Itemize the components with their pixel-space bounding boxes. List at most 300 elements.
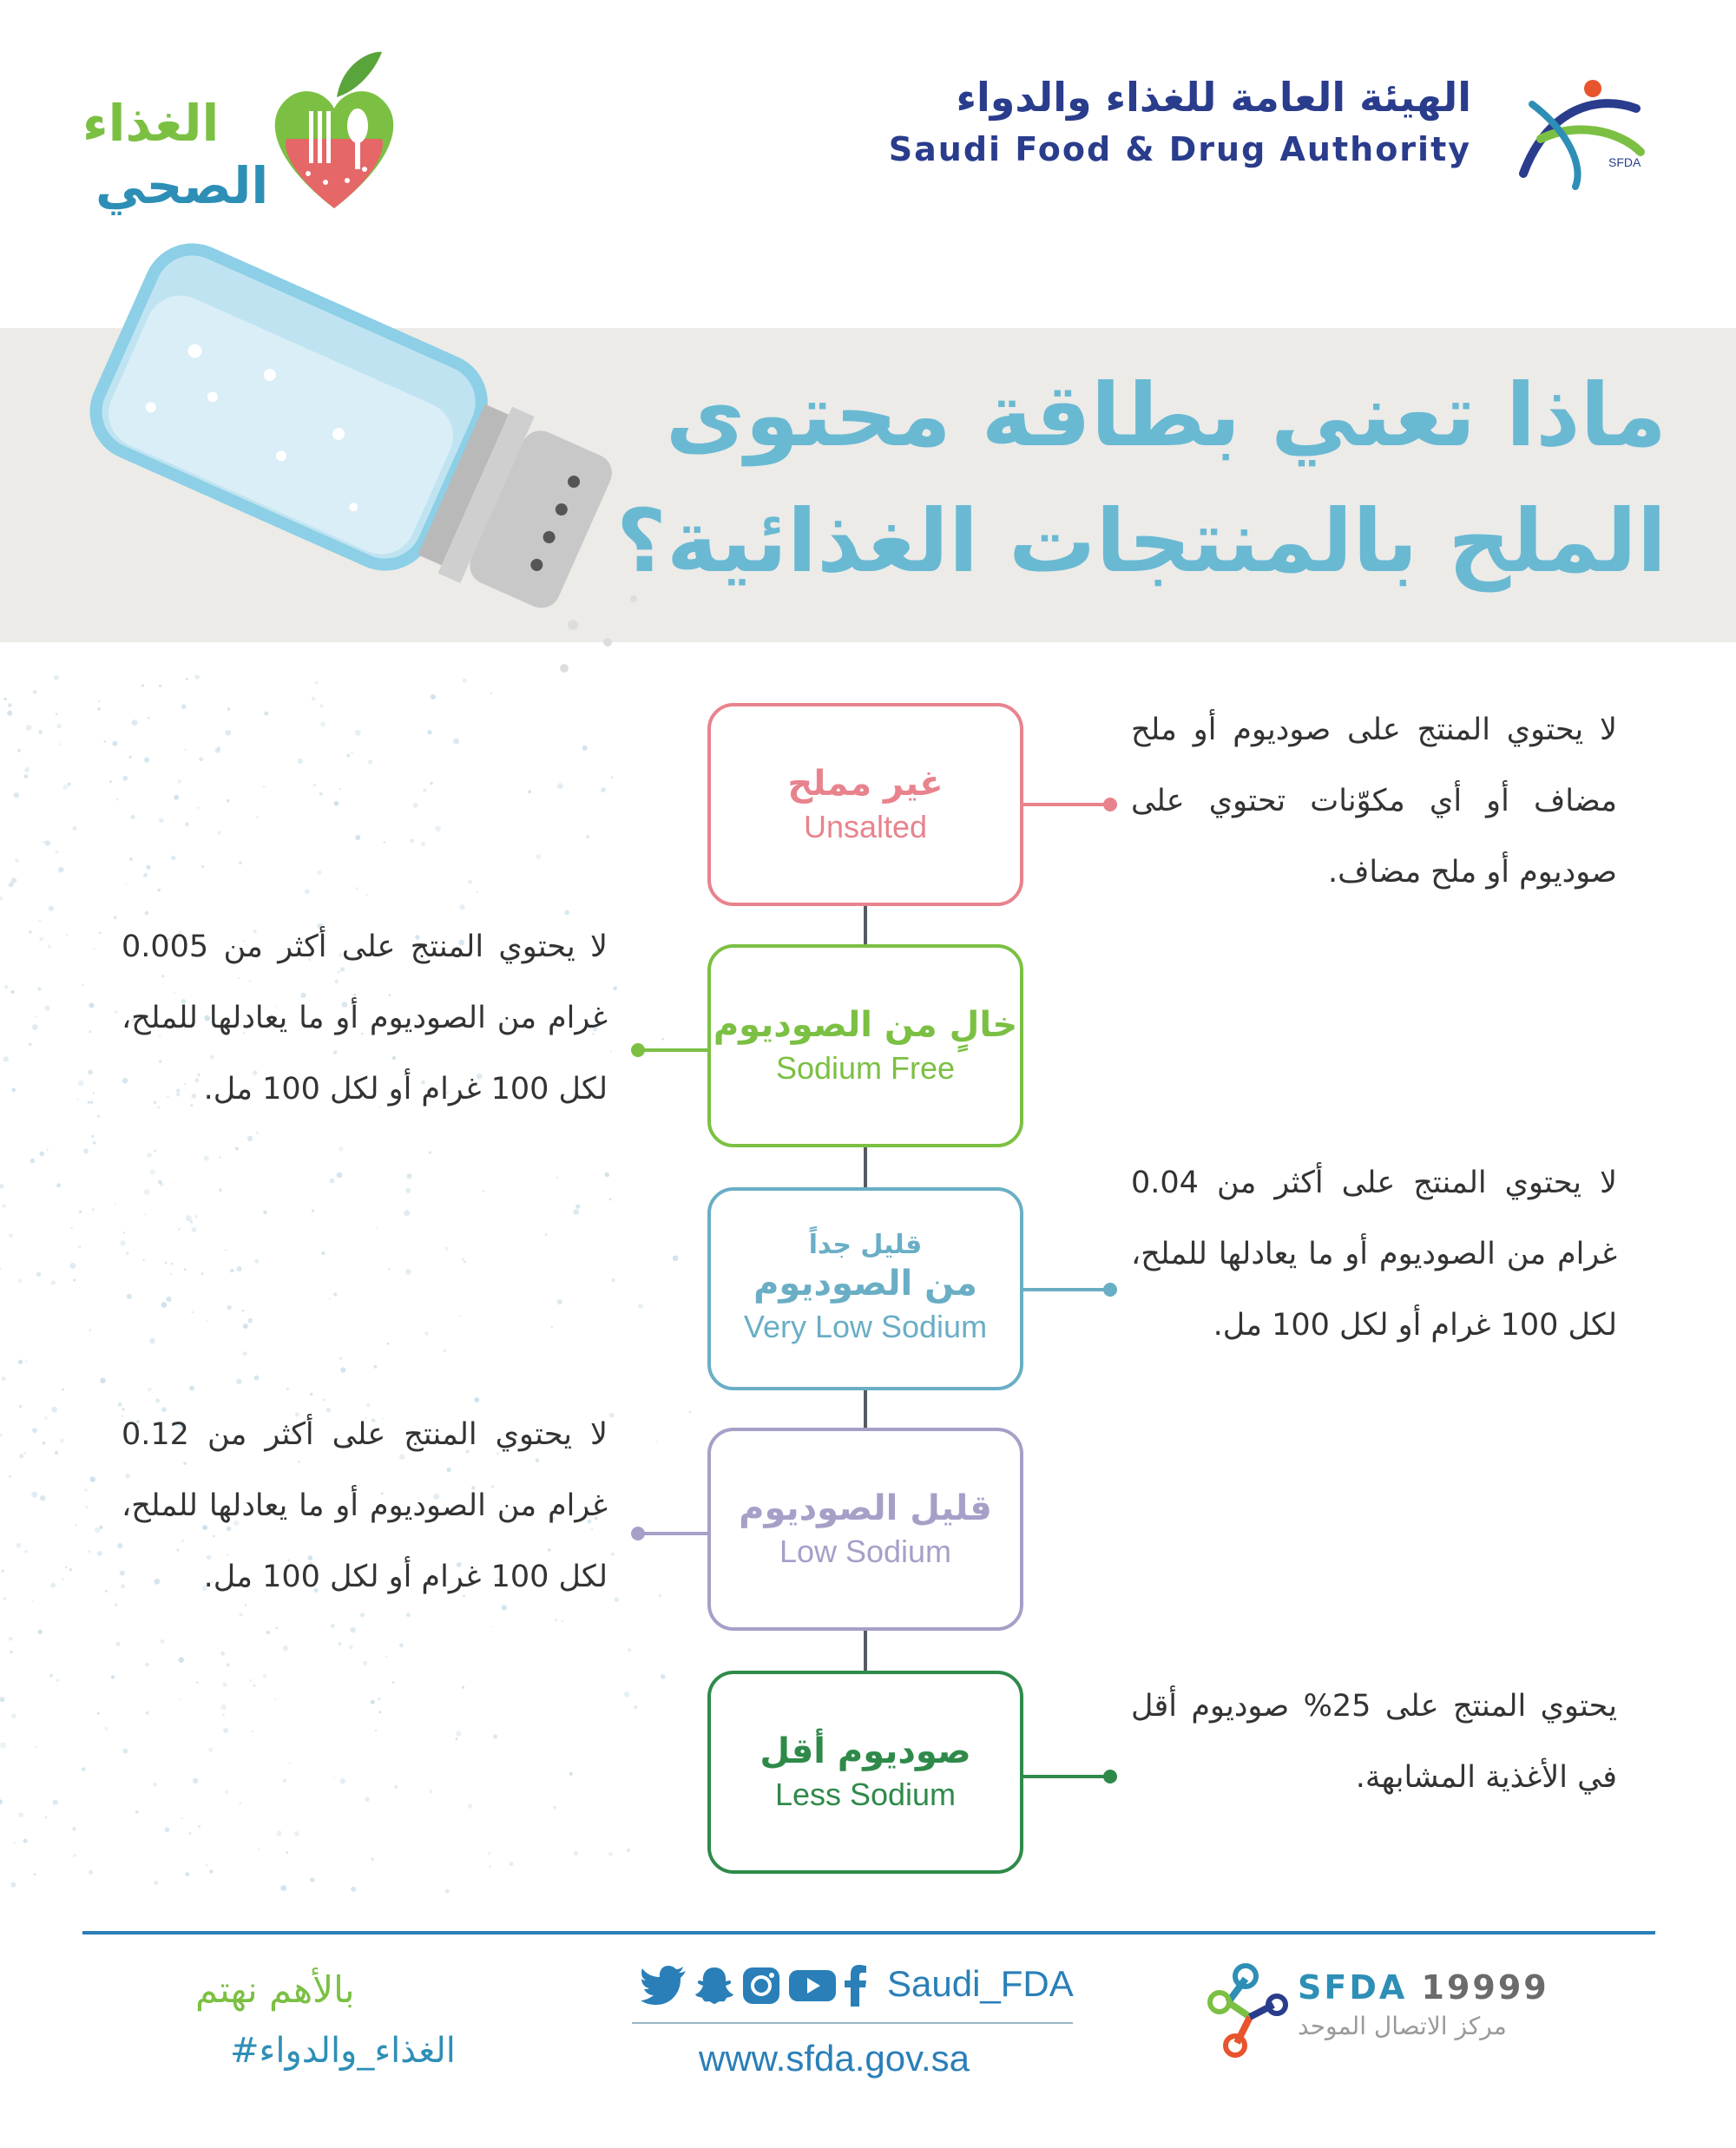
salt-speckle: [32, 1428, 37, 1433]
salt-speckle: [184, 1268, 187, 1271]
page-title-line2: الملح بالمنتجات الغذائية؟: [615, 490, 1667, 592]
salt-speckle: [256, 1132, 258, 1133]
salt-speckle: [208, 1747, 214, 1752]
salt-speckle: [161, 1639, 165, 1644]
salt-speckle: [430, 782, 433, 785]
salt-speckle: [331, 1624, 335, 1628]
salt-speckle: [243, 1351, 247, 1356]
salt-speckle: [10, 990, 14, 994]
salt-speckle: [405, 1269, 411, 1275]
apple-heart-icon: [260, 43, 408, 226]
salt-speckle: [1, 1570, 4, 1573]
call-center-brand: SFDA: [1298, 1968, 1408, 2007]
salt-speckle: [235, 1147, 239, 1151]
salt-speckle: [365, 1797, 369, 1802]
salt-speckle: [582, 746, 588, 751]
salt-speckle: [280, 1885, 286, 1891]
salt-speckle: [128, 756, 131, 759]
salt-speckle: [69, 1263, 76, 1269]
salt-speckle: [363, 1661, 368, 1666]
salt-speckle: [219, 1188, 222, 1192]
salt-speckle: [89, 1329, 91, 1331]
salt-speckle: [10, 1651, 12, 1653]
salt-speckle: [624, 1691, 629, 1697]
salt-speckle: [255, 1259, 260, 1264]
salt-speckle: [319, 792, 323, 796]
claim-name-en: Very Low Sodium: [743, 1308, 988, 1344]
salt-speckle: [263, 1211, 267, 1215]
salt-speckle: [88, 1101, 90, 1104]
footer-slogan: بالأهم نهتم: [195, 1968, 355, 2011]
sfda-emblem-icon: [1506, 69, 1654, 191]
salt-speckle: [3, 1056, 9, 1061]
salt-speckle: [127, 1294, 132, 1299]
salt-speckle: [35, 1746, 37, 1749]
salt-speckle: [9, 1475, 11, 1478]
salt-speckle: [329, 1297, 332, 1300]
salt-speckle: [73, 826, 77, 831]
connector-low-sodium: [638, 1532, 707, 1535]
salt-speckle: [627, 1849, 630, 1852]
salt-speckle: [123, 1232, 125, 1233]
salt-speckle: [217, 831, 220, 834]
salt-speckle: [130, 815, 135, 819]
salt-speckle: [609, 1413, 615, 1418]
salt-speckle: [103, 740, 106, 743]
facebook-icon[interactable]: [844, 1965, 868, 2007]
website-link[interactable]: www.sfda.gov.sa: [699, 2038, 970, 2079]
salt-speckle: [115, 1010, 118, 1014]
salt-speckle: [197, 807, 200, 810]
salt-speckle: [181, 1817, 182, 1819]
salt-speckle: [122, 1749, 128, 1754]
salt-speckle: [0, 897, 3, 901]
salt-speckle: [143, 1259, 145, 1261]
salt-speckle: [428, 730, 432, 734]
social-handle[interactable]: Saudi_FDA: [887, 1963, 1074, 2004]
salt-speckle: [286, 1851, 288, 1854]
salt-speckle: [459, 904, 464, 910]
salt-speckle: [227, 1663, 230, 1666]
salt-speckle: [189, 1386, 194, 1391]
salt-speckle: [147, 1153, 152, 1158]
instagram-icon[interactable]: [741, 1966, 781, 2006]
salt-speckle: [338, 1642, 341, 1645]
salt-speckle: [11, 877, 16, 883]
salt-speckle: [283, 1645, 288, 1651]
salt-speckle: [18, 1812, 23, 1817]
salt-speckle: [557, 1299, 562, 1304]
salt-speckle: [351, 1887, 356, 1892]
salt-speckle: [220, 1705, 227, 1711]
salt-speckle: [165, 1262, 168, 1264]
salt-speckle: [185, 1872, 189, 1876]
claim-name-en: Sodium Free: [775, 1049, 956, 1086]
salt-speckle: [330, 1179, 335, 1184]
salt-speckle: [424, 1331, 428, 1335]
salt-speckle: [237, 1266, 242, 1271]
salt-speckle: [557, 783, 563, 789]
salt-speckle: [445, 1889, 450, 1894]
salt-speckle: [171, 856, 175, 860]
salt-speckle: [0, 1434, 3, 1437]
claim-box-very-low-sodium: [707, 1187, 1023, 1390]
salt-speckle: [111, 1675, 115, 1678]
salt-speckle: [120, 1240, 126, 1246]
salt-speckle: [60, 743, 62, 746]
salt-speckle: [206, 1864, 208, 1867]
youtube-icon[interactable]: [788, 1967, 837, 2004]
salt-speckle: [154, 1881, 158, 1885]
salt-speckle: [310, 1877, 314, 1882]
salt-speckle: [355, 887, 358, 890]
salt-speckle: [253, 1685, 256, 1687]
salt-speckle: [88, 1070, 93, 1075]
salt-speckle: [194, 1215, 197, 1218]
salt-speckle: [226, 730, 232, 736]
salt-speckle: [220, 1157, 221, 1159]
salt-speckle: [180, 1698, 181, 1700]
salt-speckle: [275, 1627, 278, 1630]
salt-speckle: [159, 818, 164, 824]
salt-speckle: [53, 1800, 58, 1805]
salt-speckle: [227, 707, 230, 710]
salt-speckle: [60, 1438, 64, 1442]
salt-speckle: [333, 1777, 335, 1778]
salt-speckle: [491, 1626, 493, 1627]
salt-speckle: [673, 1256, 679, 1262]
salt-speckle: [239, 861, 242, 864]
salt-speckle: [83, 1148, 89, 1153]
salt-speckle: [191, 1311, 194, 1314]
salt-speckle: [339, 788, 341, 790]
salt-speckle: [24, 767, 30, 772]
salt-speckle: [248, 1318, 253, 1324]
twitter-icon[interactable]: [641, 1966, 687, 2006]
salt-speckle: [312, 1209, 314, 1212]
salt-shaker-icon: [52, 217, 660, 703]
salt-speckle: [242, 1310, 245, 1312]
salt-speckle: [453, 739, 459, 745]
salt-speckle: [456, 1731, 461, 1736]
claim-name-ar-small: قليل جداً: [808, 1229, 923, 1260]
footer-web-divider: [632, 2022, 1073, 2024]
salt-speckle: [144, 757, 149, 762]
salt-speckle: [628, 1648, 631, 1652]
connector-dot: [1103, 1283, 1117, 1297]
salt-speckle: [483, 1190, 485, 1192]
connector-very-low-sodium: [1023, 1288, 1110, 1291]
salt-speckle: [264, 712, 268, 716]
salt-speckle: [608, 1852, 613, 1856]
salt-speckle: [198, 1825, 201, 1828]
salt-speckle: [94, 948, 95, 949]
salt-speckle: [91, 1135, 94, 1138]
footer-divider: [82, 1931, 1655, 1935]
salt-speckle: [468, 1803, 473, 1809]
salt-speckle: [360, 1613, 365, 1617]
salt-speckle: [85, 1506, 88, 1508]
claim-name-ar: صوديوم أقل: [760, 1731, 971, 1771]
salt-speckle: [445, 1247, 449, 1251]
salt-speckle: [586, 835, 589, 838]
salt-speckle: [97, 1115, 100, 1118]
salt-speckle: [0, 1184, 3, 1188]
salt-speckle: [276, 1830, 281, 1836]
salt-speckle: [125, 884, 127, 885]
salt-speckle: [73, 1278, 76, 1281]
salt-speckle: [43, 1442, 45, 1444]
salt-speckle: [39, 937, 43, 942]
salt-speckle: [146, 865, 150, 870]
salt-speckle: [69, 1568, 72, 1571]
salt-speckle: [227, 1305, 232, 1310]
social-icons: [641, 1963, 868, 2008]
claim-name-en: Unsalted: [803, 808, 928, 844]
salt-speckle: [115, 1204, 116, 1205]
salt-speckle: [49, 1674, 53, 1678]
call-center-number[interactable]: [1298, 1968, 1549, 2007]
salt-speckle: [556, 1176, 559, 1179]
salt-speckle: [115, 1604, 117, 1606]
salt-speckle: [160, 1183, 163, 1186]
call-center-digits: 19999: [1421, 1968, 1549, 2007]
salt-speckle: [209, 1869, 213, 1873]
salt-speckle: [51, 1280, 56, 1284]
salt-speckle: [33, 690, 36, 693]
salt-speckle: [92, 1208, 95, 1211]
salt-speckle: [404, 1210, 410, 1216]
salt-speckle: [443, 1350, 446, 1353]
claim-box-unsalted: [707, 703, 1023, 906]
salt-speckle: [48, 944, 52, 949]
salt-speckle: [72, 1827, 76, 1830]
salt-speckle: [613, 986, 617, 990]
salt-speckle: [49, 906, 54, 911]
salt-speckle: [44, 1006, 49, 1011]
salt-speckle: [4, 698, 7, 700]
salt-speckle: [62, 785, 68, 790]
salt-speckle: [310, 1393, 312, 1396]
salt-speckle: [386, 1343, 389, 1345]
salt-speckle: [661, 1674, 666, 1679]
salt-speckle: [56, 1183, 61, 1187]
salt-speckle: [114, 916, 117, 919]
sfda-name-arabic: الهيئة العامة للغذاء والدواء: [956, 74, 1471, 121]
salt-speckle: [32, 1024, 38, 1030]
salt-speckle: [493, 1734, 497, 1738]
salt-speckle: [423, 788, 427, 792]
salt-speckle: [7, 711, 12, 716]
salt-speckle: [19, 1405, 23, 1409]
salt-speckle: [97, 1712, 100, 1715]
salt-speckle: [158, 889, 161, 891]
salt-speckle: [319, 704, 323, 707]
salt-speckle: [601, 787, 606, 792]
salt-speckle: [459, 1315, 461, 1317]
salt-speckle: [611, 1278, 615, 1282]
salt-speckle: [38, 730, 43, 734]
salt-speckle: [19, 1454, 23, 1458]
salt-speckle: [258, 1848, 260, 1850]
salt-speckle: [435, 826, 441, 832]
salt-speckle: [36, 1272, 42, 1278]
salt-speckle: [283, 1779, 286, 1783]
salt-speckle: [339, 1146, 343, 1151]
salt-speckle: [223, 1728, 228, 1733]
salt-speckle: [56, 1678, 59, 1682]
salt-speckle: [66, 934, 69, 936]
salt-speckle: [240, 1613, 243, 1616]
call-center-logo: [1202, 1963, 1289, 2059]
salt-speckle: [76, 1524, 78, 1527]
salt-speckle: [227, 799, 230, 803]
salt-speckle: [384, 842, 385, 844]
salt-speckle: [256, 816, 259, 818]
salt-speckle: [346, 754, 350, 758]
salt-speckle: [605, 1173, 610, 1178]
salt-speckle: [375, 1730, 377, 1731]
salt-speckle: [51, 1407, 57, 1413]
salt-speckle: [148, 1388, 151, 1391]
salt-speckle: [421, 842, 425, 846]
salt-speckle: [23, 1839, 28, 1843]
salt-speckle: [553, 1806, 556, 1810]
snapchat-icon[interactable]: [694, 1966, 734, 2006]
salt-speckle: [188, 1832, 191, 1835]
salt-speckle: [298, 759, 303, 764]
salt-speckle: [99, 1526, 102, 1529]
salt-speckle: [89, 1550, 91, 1553]
claim-box-low-sodium: [707, 1428, 1023, 1631]
salt-speckle: [24, 1360, 27, 1363]
sfda-badge-text: SFDA: [1608, 155, 1641, 169]
salt-speckle: [181, 704, 187, 709]
salt-speckle: [10, 1882, 16, 1888]
claim-box-sodium-free: [707, 944, 1023, 1147]
salt-speckle: [39, 1152, 44, 1157]
salt-speckle: [611, 1553, 615, 1556]
salt-speckle: [97, 1551, 102, 1556]
salt-speckle: [46, 1148, 49, 1151]
salt-speckle: [100, 1378, 105, 1383]
salt-speckle: [30, 1159, 36, 1164]
salt-speckle: [40, 1495, 45, 1501]
salt-speckle: [550, 1326, 553, 1329]
salt-speckle: [38, 1630, 43, 1634]
salt-speckle: [99, 932, 102, 935]
page-title-line1: ماذا تعني بطاقة محتوى: [665, 365, 1667, 466]
salt-speckle: [192, 1227, 197, 1232]
salt-speckle: [688, 1410, 691, 1413]
salt-speckle: [413, 803, 418, 808]
salt-speckle: [462, 1258, 464, 1260]
salt-speckle: [429, 1151, 432, 1154]
salt-speckle: [179, 1657, 185, 1663]
salt-speckle: [429, 1790, 432, 1793]
salt-speckle: [165, 1827, 170, 1832]
salt-speckle: [105, 1590, 108, 1593]
footer-hashtag[interactable]: #الغذاء_والدواء: [230, 2031, 456, 2071]
salt-speckle: [569, 1772, 573, 1776]
claim-description-unsalted: لا يحتوي المنتج على صوديوم أو ملح مضاف أو أي مكوّنات تحتوي على صوديوم أو ملح مضاف.: [1131, 713, 1617, 890]
salt-speckle: [161, 1302, 168, 1308]
claim-description-less-sodium: يحتوي المنتج على 25% صوديوم أقل في الأغذية المشابهة.: [1131, 1689, 1617, 1795]
salt-speckle: [225, 1790, 228, 1794]
salt-speckle: [407, 1173, 412, 1179]
salt-speckle: [31, 1492, 37, 1498]
salt-speckle: [55, 1451, 58, 1455]
salt-speckle: [75, 1854, 76, 1856]
salt-speckle: [294, 1831, 299, 1836]
salt-speckle: [16, 1543, 22, 1548]
salt-speckle: [385, 1656, 388, 1659]
sfda-logo: [1506, 69, 1654, 191]
salt-speckle: [4, 985, 8, 989]
salt-speckle: [84, 1488, 88, 1492]
salt-speckle: [399, 1644, 404, 1648]
salt-speckle: [464, 1261, 466, 1264]
salt-speckle: [339, 1357, 342, 1360]
salt-speckle: [406, 1613, 411, 1617]
salt-speckle: [230, 1269, 234, 1273]
connector-less-sodium: [1023, 1775, 1110, 1778]
salt-speckle: [171, 1263, 174, 1265]
salt-speckle: [340, 1367, 345, 1372]
call-center-network-icon: [1202, 1963, 1289, 2059]
salt-speckle: [3, 1597, 7, 1600]
salt-speckle: [340, 1778, 345, 1783]
salt-speckle: [105, 1727, 108, 1731]
salt-speckle: [313, 784, 316, 786]
claim-box-less-sodium: [707, 1671, 1023, 1874]
salt-speckle: [0, 1268, 1, 1270]
salt-speckle: [575, 1205, 580, 1209]
salt-speckle: [405, 1188, 411, 1193]
salt-speckle: [371, 1700, 375, 1705]
salt-speckle: [11, 1088, 16, 1093]
salt-speckle: [34, 1873, 36, 1875]
salt-speckle: [0, 1799, 3, 1804]
salt-speckle: [89, 1002, 94, 1008]
salt-speckle: [462, 1686, 464, 1689]
salt-speckle: [378, 1711, 381, 1713]
salt-speckle: [150, 1169, 155, 1174]
salt-speckle: [56, 851, 59, 854]
salt-speckle: [24, 1550, 27, 1553]
salt-speckle: [509, 1862, 513, 1866]
salt-speckle: [394, 1785, 398, 1789]
salt-speckle: [56, 724, 62, 729]
salt-speckle: [371, 1857, 374, 1861]
salt-speckle: [610, 1050, 612, 1052]
salt-speckle: [56, 713, 58, 716]
salt-speckle: [116, 1642, 121, 1646]
salt-speckle: [218, 746, 220, 749]
salt-speckle: [116, 798, 118, 800]
salt-speckle: [149, 1338, 155, 1344]
salt-speckle: [661, 1038, 664, 1041]
salt-speckle: [190, 1220, 194, 1224]
salt-speckle: [154, 1150, 156, 1153]
salt-speckle: [122, 776, 128, 781]
salt-speckle: [317, 870, 321, 875]
salt-speckle: [252, 1731, 253, 1732]
salt-speckle: [193, 1778, 198, 1783]
salt-speckle: [178, 1228, 180, 1230]
salt-speckle: [489, 1865, 490, 1867]
salt-speckle: [609, 1199, 612, 1201]
